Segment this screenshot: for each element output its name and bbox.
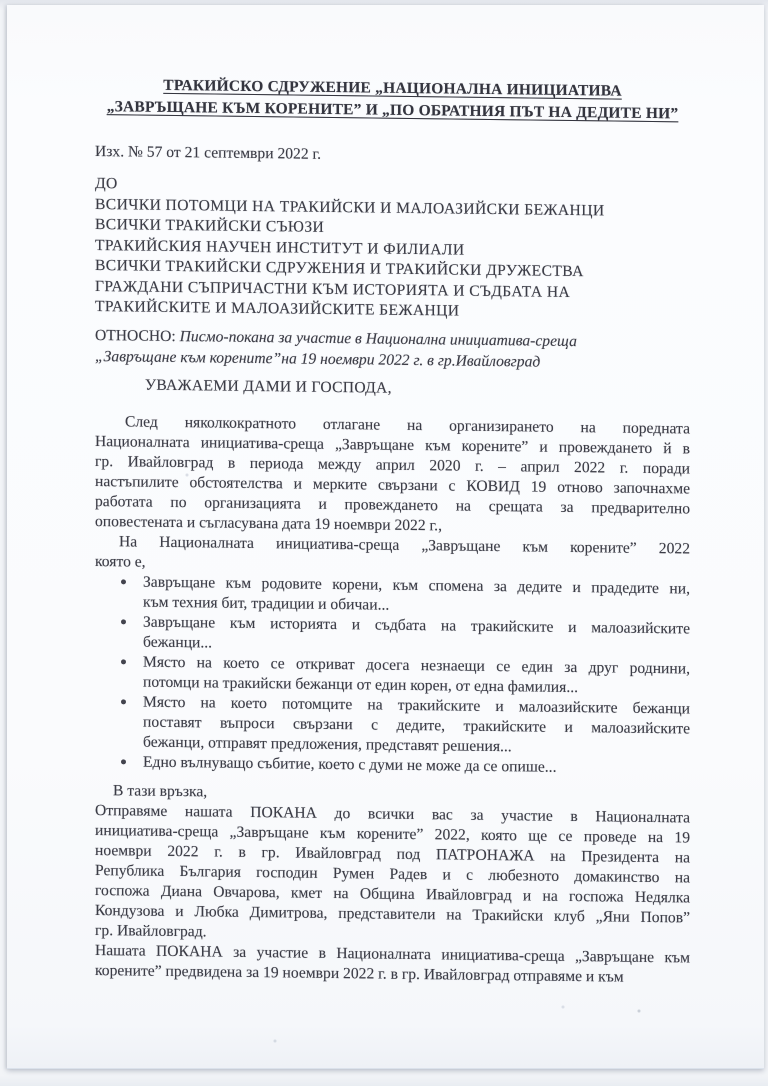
bullet-line: Място на което се откриват досега незнаещи се един за друг роднини, [143,653,690,677]
bullet-dot-icon [121,619,126,624]
paragraph-line: След няколкократното отлагане на организирането на поредната [125,412,690,437]
paragraph-line: гр. Ивайловград. [95,921,207,940]
paragraph-line: На Националната инициатива-среща „Завръщане към корените” 2022 [119,532,690,557]
paragraph-invitation-extension [95,941,690,988]
bullet-line: Едно вълнуващо събитие, което с думи не може да се опише... [143,753,557,776]
letter-content [95,74,690,988]
subject-text-line-2: „Завръщане към корените”на 19 ноември 2022 г. в гр.Ивайловград [95,347,541,371]
paragraph-line: оповестената и съгласувана дата 19 ноември 2022 г., [95,512,442,534]
bullet-dot-icon [121,699,126,704]
bullet-dot-icon [121,759,126,764]
bullet-line: поставят въпроси свързани с дедите, тракийските и малоазийските [143,713,690,737]
bullet-dot-icon [121,579,126,584]
recipient-line: ВСИЧКИ ТРАКИЙСКИ СЪЮЗИ [95,216,325,236]
paragraph-line: гр. Ивайловград в периода между април 2020 г. – април 2022 г. поради [95,452,690,477]
paragraph-line: Отправяме нашата ПОКАНА до всички вас за участие в Националната [95,801,690,826]
transition-line: В тази връзка, [113,781,208,800]
paragraph-line: Република България господин Румен Радев и с любезното домакинство на [95,861,690,886]
paragraph-line: настъпилите обстоятелства и мерките свързани с КОВИД 19 отново започнахме [95,472,690,497]
salutation: УВАЖАЕМИ ДАМИ И ГОСПОДА, [145,376,392,397]
bullet-line: Място на което потомците на тракийските и малоазийските бежанци [143,693,690,717]
bullet-dot-icon [121,659,126,664]
subject-label: ОТНОСНО: [95,326,176,345]
paragraph-invitation [95,801,690,948]
bullet-list [95,572,690,779]
paragraph-line: госпожа Диана Овчарова, кмет на Община Ивайловград и на госпожа Недялка [95,881,690,906]
bullet-line: бежанци, отправят предложения, представят решения... [143,733,512,755]
paragraph-line: работата по организацията и провеждането на срещата за предварително [95,492,690,517]
addressee-label: ДО [95,175,118,193]
bullet-line: към техния бит, традиции и обичаи... [143,593,390,614]
paragraph-line: Националната инициатива-среща „Завръщане към корените” и провеждането й в [95,432,690,457]
paragraph-line: която е, [95,552,146,571]
recipient-line: ГРАЖДАНИ СЪПРИЧАСТНИ КЪМ ИСТОРИЯТА И СЪДБАТА НА [95,277,571,301]
recipient-line: ВСИЧКИ ПОТОМЦИ НА ТРАКИЙСКИ И МАЛОАЗИЙСКИ БЕЖАНЦИ [95,195,605,219]
paragraph-line: ноември 2022 г. в гр. Ивайловград под ПАТРОНАЖА на Президента на [95,841,690,866]
subject-text-line-1: Писмо-покана за участие в Национална инициатива-среща [179,327,577,350]
subject-block [95,325,690,374]
document-title-line-2: „ЗАВРЪЩАНЕ КЪМ КОРЕНИТЕ” И „ПО ОБРАТНИЯ ПЪТ НА ДЕДИТЕ НИ” [106,98,679,123]
recipient-line: ТРАКИЙСКИТЕ И МАЛОАЗИЙСКИТЕ БЕЖАНЦИ [95,298,460,320]
bullet-item [95,692,690,759]
paragraph-opening [95,412,690,539]
bullet-line: бежанци... [143,633,213,651]
paragraph-line: инициатива-среща „Завръщане към корените” 2022, която ще се проведе на 19 [95,821,690,846]
bullet-line: Завръщане към историята и съдбата на тракийските и малоазийските [143,613,690,637]
paragraph-line: Кондузова и Любка Димитрова, представители на Тракийски клуб „Яни Попов” [95,901,690,926]
bullet-line: Завръщане към родовите корени, към спомена за дедите и прадедите ни, [143,573,690,597]
recipient-line: ВСИЧКИ ТРАКИЙСКИ СДРУЖЕНИЯ И ТРАКИЙСКИ ДРУЖЕСТВА [95,257,584,281]
recipient-line: ТРАКИЙСКИЯ НАУЧЕН ИНСТИТУТ И ФИЛИАЛИ [95,236,465,259]
scanned-page [7,5,764,1069]
document-title [95,74,690,125]
addressee-block [95,174,690,325]
bullet-line: потомци на тракийски бежанци от един корен, от една фамилия... [143,673,579,696]
reference-number: Изх. № 57 от 21 септември 2022 г. [95,143,322,163]
paragraph-line: Нашата ПОКАНА за участие в Националната инициатива-среща „Завръщане към [95,941,690,966]
paragraph-line: корените” предвидена за 19 ноември 2022 г. в гр. Ивайловград отправяме и към [95,961,624,986]
document-title-line-1: ТРАКИЙСКО СДРУЖЕНИЕ „НАЦИОНАЛНА ИНИЦИАТИВА [163,76,622,100]
